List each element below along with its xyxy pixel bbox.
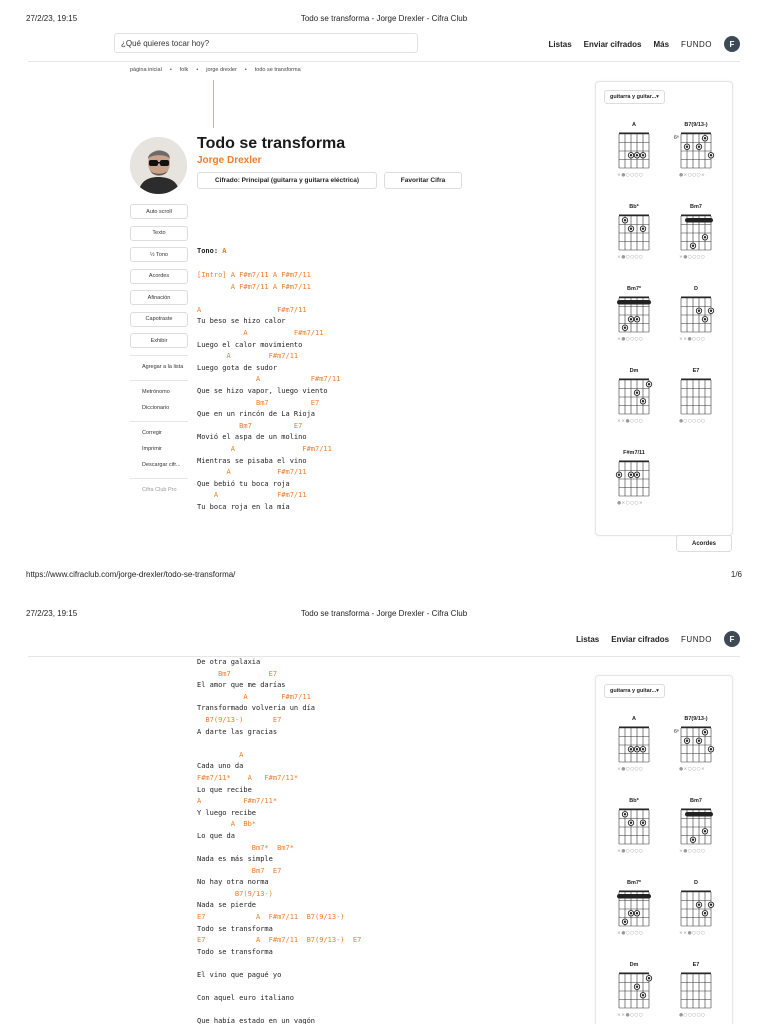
chord-diagram[interactable] — [674, 880, 718, 936]
finger-dot-center — [636, 912, 638, 914]
chord-diagram[interactable] — [674, 204, 718, 260]
chord-name: Bm7* — [626, 880, 642, 886]
chord-grid — [612, 458, 656, 506]
song-artist[interactable]: Jorge Drexler — [197, 155, 262, 166]
key-value[interactable]: A — [222, 247, 227, 255]
chord-diagram[interactable] — [612, 204, 656, 260]
user-avatar[interactable]: F — [724, 631, 740, 647]
chord-line[interactable]: [Intro] A F#m7/11 A F#m7/11 — [197, 271, 311, 279]
tools-sidebar — [130, 204, 188, 503]
nav-enviar-cifrados[interactable]: Enviar cifrados — [583, 39, 642, 49]
finger-dot-center — [642, 822, 644, 824]
print-title: Todo se transforma - Jorge Drexler - Cifra Club — [300, 14, 468, 23]
chord-grid — [612, 970, 656, 1018]
finger-dot-center — [710, 310, 712, 312]
chord-grid — [612, 724, 656, 772]
chord-diagram[interactable] — [674, 122, 718, 178]
chord-sheet — [197, 270, 340, 518]
chord-grid — [674, 212, 718, 260]
chord-barre — [617, 894, 651, 899]
chord-grid — [674, 806, 718, 854]
instrument-select[interactable]: guitarra y guitar...▾ — [604, 90, 665, 104]
chord-grid — [674, 376, 718, 424]
auto-scroll-button[interactable]: Auto scroll — [130, 204, 188, 219]
finger-dot-center — [642, 748, 644, 750]
lyric-line: No hay otra norma — [197, 878, 269, 887]
instrument-select[interactable]: guitarra y guitar...▾ — [604, 684, 665, 698]
lyric-line: Nada se pierde — [197, 901, 257, 910]
string-status: ●×○○○× — [679, 173, 706, 178]
chord-diagram[interactable] — [612, 286, 656, 342]
lyric-line: A darte las gracias — [197, 727, 278, 736]
chord-name: Bb* — [629, 798, 639, 804]
chord-sheet — [197, 657, 361, 1024]
chord-line[interactable]: E7 A F#m7/11 B7(9/13-) — [197, 913, 345, 922]
finger-dot-center — [630, 822, 632, 824]
finger-dot-center — [630, 318, 632, 320]
chord-line[interactable]: A F#m7/11 — [197, 491, 307, 500]
finger-dot-center — [618, 474, 620, 476]
chord-line[interactable]: A — [197, 750, 244, 759]
chord-line[interactable]: Bm7 E7 — [197, 421, 303, 430]
chord-grid — [674, 970, 718, 1018]
lyric-line: El amor que me darías — [197, 681, 286, 690]
string-status: ××●○○○ — [617, 419, 644, 424]
chord-diagram[interactable] — [612, 716, 656, 772]
lyric-line — [197, 1005, 361, 1017]
breadcrumb-separator: • — [196, 67, 199, 73]
finger-dot-center — [642, 994, 644, 996]
chord-line[interactable]: A F#m7/11 — [197, 375, 341, 384]
print-header — [26, 609, 742, 621]
lyric-line: Luego el calor movimiento — [197, 340, 303, 349]
cifra-club-pro-link[interactable]: Cifra Club Pro — [142, 486, 177, 493]
chord-name: Bm7* — [626, 286, 642, 292]
chord-name: D — [694, 880, 698, 886]
tools-divider — [130, 380, 188, 381]
chord-diagram[interactable] — [612, 450, 656, 506]
chord-name: Bm7 — [690, 204, 702, 210]
chord-line[interactable]: A F#m7/11 — [197, 352, 299, 361]
metronome-link[interactable]: Metrónomo — [142, 388, 170, 395]
string-status: ××●○○○ — [679, 931, 706, 936]
cifrado-select-button[interactable]: Cifrado: Principal (guitarra y guitarra eléctrica) — [197, 172, 377, 189]
lyric-line — [197, 982, 361, 994]
finger-dot-center — [648, 383, 650, 385]
breadcrumb-artist[interactable]: jorge drexler — [206, 67, 237, 73]
finger-dot-center — [710, 748, 712, 750]
chord-line[interactable]: A F#m7/11 — [197, 328, 324, 337]
finger-dot-center — [636, 986, 638, 988]
finger-dot-center — [630, 474, 632, 476]
chord-diagram[interactable] — [674, 286, 718, 342]
finger-dot-center — [624, 327, 626, 329]
lyric-line: Tu beso se hizo calor — [197, 317, 286, 326]
fret-label: 6ª — [674, 135, 679, 141]
lyric-line: Y luego recibe — [197, 808, 257, 817]
print-page-2 — [0, 595, 768, 1024]
lyric-line — [197, 293, 340, 305]
add-to-list-link[interactable]: Agregar a la lista — [142, 363, 184, 370]
lyric-line: Lo que recibe — [197, 785, 252, 794]
chord-name: E7 — [692, 962, 700, 968]
finger-dot-center — [698, 904, 700, 906]
chord-name: Bb* — [629, 204, 639, 210]
string-status: ×●○○○○ — [617, 255, 644, 260]
text-button[interactable]: Texto — [130, 226, 188, 241]
chord-name: A — [632, 716, 636, 722]
print-url: https://www.cifraclub.com/jorge-drexler/todo-se-transforma/ — [26, 570, 236, 579]
chord-diagram[interactable] — [612, 798, 656, 854]
finger-dot-center — [704, 137, 706, 139]
chord-diagram-panel — [595, 81, 733, 536]
lyric-line: Tu boca roja en la mía — [197, 502, 290, 511]
finger-dot-center — [630, 154, 632, 156]
chord-grid — [612, 806, 656, 854]
chord-grid — [612, 294, 656, 342]
dictionary-link[interactable]: Diccionario — [142, 404, 170, 411]
string-status: ●×○○○× — [679, 767, 706, 772]
string-status: ×●○○○○ — [617, 173, 644, 178]
chord-name: Bm7 — [690, 798, 702, 804]
lyric-line: De otra galaxia — [197, 658, 261, 666]
key-label: Tono: — [197, 247, 219, 255]
favorite-button[interactable]: Favoritar Cifra — [384, 172, 462, 189]
breadcrumb-genre[interactable]: folk — [179, 67, 189, 73]
finger-dot-center — [704, 830, 706, 832]
breadcrumb-home[interactable]: página inicial — [130, 67, 162, 73]
lyric-line — [197, 738, 361, 750]
plan-fundo[interactable]: FUNDO — [681, 634, 712, 644]
finger-dot-center — [686, 740, 688, 742]
chord-line[interactable]: B7(9/13-) — [197, 889, 273, 898]
finger-dot-center — [630, 748, 632, 750]
breadcrumb-song: todo se transforma — [254, 67, 301, 73]
fret-label: 6ª — [674, 729, 679, 735]
print-link[interactable]: Imprimir — [142, 445, 162, 452]
string-status: ●○○○○○ — [679, 419, 706, 424]
chord-barre — [685, 812, 713, 817]
finger-dot-center — [642, 400, 644, 402]
chord-barre — [685, 218, 713, 223]
lyric-line — [197, 958, 361, 970]
finger-dot-center — [648, 977, 650, 979]
chord-grid — [674, 130, 718, 178]
chord-name: B7(9/13-) — [684, 716, 708, 722]
finger-dot-center — [686, 146, 688, 148]
person-with-glasses-icon — [130, 137, 187, 194]
breadcrumb-separator: • — [169, 67, 172, 73]
nav-listas[interactable]: Listas — [548, 39, 572, 49]
chord-line[interactable]: A F#m7/11 — [197, 444, 332, 453]
string-status: ×●○○○○ — [617, 767, 644, 772]
finger-dot-center — [624, 921, 626, 923]
chord-line[interactable]: A F#m7/11 A F#m7/11 — [197, 282, 311, 291]
song-title: Todo se transforma — [197, 135, 346, 152]
chord-grid — [612, 888, 656, 936]
finger-dot-center — [636, 392, 638, 394]
chord-diagram[interactable] — [612, 368, 656, 424]
finger-dot-center — [710, 904, 712, 906]
lyric-line: Que se hizo vapor, luego viento — [197, 386, 328, 395]
string-status: ×●○○○○ — [679, 849, 706, 854]
finger-dot-center — [636, 474, 638, 476]
user-avatar[interactable]: F — [724, 36, 740, 52]
chord-grid — [612, 376, 656, 424]
tuning-button[interactable]: Afinación — [130, 290, 188, 305]
string-status: ×●○○○○ — [617, 337, 644, 342]
lyric-line: El vino que pagué yo — [197, 971, 282, 980]
chord-grid — [674, 724, 718, 772]
print-header — [26, 14, 742, 26]
finger-dot-center — [710, 154, 712, 156]
finger-dot-center — [642, 154, 644, 156]
capo-button[interactable]: Capotraste — [130, 312, 188, 327]
lyric-line: Nada es más simple — [197, 855, 273, 864]
chord-grid — [612, 212, 656, 260]
divider-line — [213, 80, 214, 128]
chord-diagram-panel — [595, 675, 733, 1024]
chord-line[interactable]: Bm7 E7 — [197, 866, 282, 875]
string-status: ×●○○○○ — [679, 255, 706, 260]
nav-mas[interactable]: Más — [653, 39, 670, 49]
finger-dot-center — [692, 839, 694, 841]
string-status: ●×○○○× — [617, 501, 644, 506]
tools-divider — [130, 355, 188, 356]
lyric-line: Movió el aspa de un molino — [197, 433, 307, 442]
finger-dot-center — [630, 228, 632, 230]
chord-diagram[interactable] — [674, 962, 718, 1018]
display-button[interactable]: Exhibir — [130, 333, 188, 348]
chord-line[interactable]: A F#m7/11* — [197, 797, 278, 806]
tools-divider — [130, 421, 188, 422]
artist-photo[interactable] — [130, 137, 187, 194]
lyric-line: Todo se transforma — [197, 947, 273, 956]
finger-dot-center — [692, 245, 694, 247]
tools-divider — [130, 478, 188, 479]
finger-dot-center — [636, 748, 638, 750]
chords-button[interactable]: Acordes — [130, 269, 188, 284]
finger-dot-center — [704, 236, 706, 238]
nav-listas[interactable]: Listas — [576, 634, 600, 644]
download-link[interactable]: Descargar cifr... — [142, 461, 181, 468]
header-nav — [537, 36, 740, 52]
finger-dot-center — [704, 912, 706, 914]
chord-diagram[interactable] — [612, 962, 656, 1018]
chord-line[interactable]: Bm7 E7 — [197, 398, 320, 407]
chord-line[interactable]: A F#m7/11 — [197, 692, 311, 701]
finger-dot-center — [624, 219, 626, 221]
chord-name: Dm — [629, 368, 639, 374]
string-status: ××●○○○ — [679, 337, 706, 342]
lyric-line: Mientras se pisaba el vino — [197, 456, 307, 465]
chord-line[interactable]: A Bb* — [197, 820, 257, 829]
chord-line[interactable]: E7 A F#m7/11 B7(9/13-) E7 — [197, 936, 362, 945]
string-status: ×●○○○○ — [617, 931, 644, 936]
print-title: Todo se transforma - Jorge Drexler - Cifra Club — [300, 609, 468, 618]
chord-name: E7 — [692, 368, 700, 374]
chord-line[interactable]: Bm7* Bm7* — [197, 843, 294, 852]
chord-line[interactable]: Bm7 E7 — [197, 669, 278, 678]
chord-name: B7(9/13-) — [684, 122, 708, 128]
chord-name: F#m7/11 — [623, 450, 645, 456]
chord-line[interactable]: A F#m7/11 — [197, 305, 307, 314]
lyric-line: Todo se transforma — [197, 924, 273, 933]
chord-name: D — [694, 286, 698, 292]
half-tone-button[interactable]: ½ Tono — [130, 247, 188, 262]
site-header — [28, 32, 740, 62]
lyric-line: Luego gota de sudor — [197, 363, 278, 372]
chord-grid — [674, 888, 718, 936]
chords-toggle-button[interactable]: Acordes — [676, 535, 732, 552]
chord-grid — [674, 294, 718, 342]
finger-dot-center — [630, 912, 632, 914]
correct-link[interactable]: Corregir — [142, 429, 162, 436]
chord-name: Dm — [629, 962, 639, 968]
breadcrumb — [130, 67, 301, 73]
string-status: ●○○○○○ — [679, 1013, 706, 1018]
finger-dot-center — [704, 731, 706, 733]
breadcrumb-separator: • — [244, 67, 247, 73]
chord-barre — [617, 300, 651, 305]
chord-diagram[interactable] — [674, 368, 718, 424]
finger-dot-center — [636, 318, 638, 320]
nav-enviar-cifrados[interactable]: Enviar cifrados — [611, 634, 670, 644]
lyric-line: Que en un rincón de La Rioja — [197, 410, 316, 419]
chord-diagram[interactable] — [674, 716, 718, 772]
song-key — [197, 247, 227, 255]
finger-dot-center — [636, 154, 638, 156]
lyric-line: Con aquel euro italiano — [197, 994, 294, 1003]
chord-line[interactable]: B7(9/13-) E7 — [197, 715, 282, 724]
finger-dot-center — [624, 813, 626, 815]
chord-line[interactable]: F#m7/11* A F#m7/11* — [197, 773, 299, 782]
header-nav — [564, 631, 740, 647]
search-input[interactable]: ¿Qué quieres tocar hoy? — [114, 33, 418, 53]
lyric-line: Que bebió tu boca roja — [197, 479, 290, 488]
string-status: ××●○○○ — [617, 1013, 644, 1018]
chord-diagram[interactable] — [674, 798, 718, 854]
print-date: 27/2/23, 19:15 — [26, 609, 78, 618]
finger-dot-center — [698, 146, 700, 148]
lyric-line: Cada uno da — [197, 762, 244, 771]
lyric-line: Que había estado en un vagón — [197, 1017, 316, 1024]
lyric-line: Lo que da — [197, 831, 235, 840]
finger-dot-center — [704, 318, 706, 320]
chord-diagram[interactable] — [612, 122, 656, 178]
site-header — [28, 627, 740, 657]
string-status: ×●○○○○ — [617, 849, 644, 854]
chord-diagram[interactable] — [612, 880, 656, 936]
chord-grid — [612, 130, 656, 178]
lyric-line: Transformado volvería un día — [197, 704, 316, 713]
finger-dot-center — [642, 228, 644, 230]
finger-dot-center — [698, 310, 700, 312]
plan-fundo[interactable]: FUNDO — [681, 39, 712, 49]
print-page-number: 1/6 — [730, 570, 742, 579]
print-date: 27/2/23, 19:15 — [26, 14, 78, 23]
chord-name: A — [632, 122, 636, 128]
chord-line[interactable]: A F#m7/11 — [197, 468, 307, 477]
finger-dot-center — [698, 740, 700, 742]
